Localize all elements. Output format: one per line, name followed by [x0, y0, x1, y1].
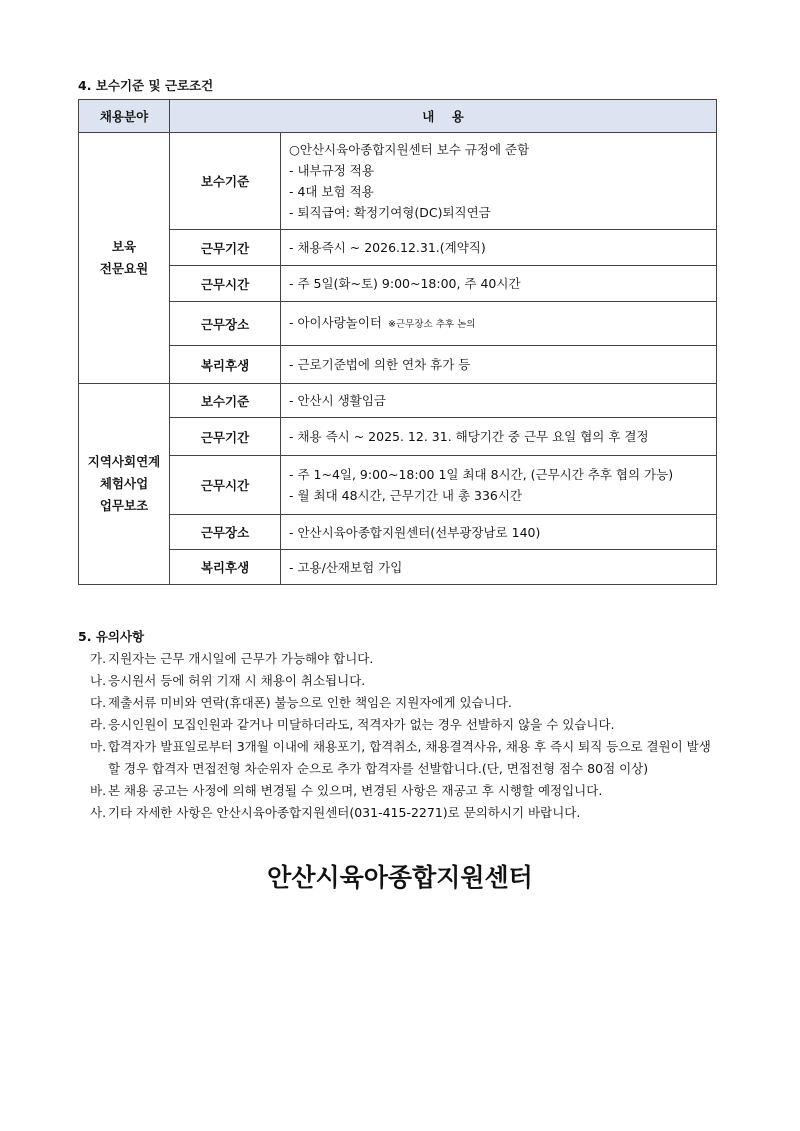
condition-content	[281, 515, 717, 550]
list-item	[90, 714, 720, 736]
content-line	[289, 485, 708, 506]
list-item	[90, 780, 720, 802]
list-item-marker: 마.	[90, 739, 107, 754]
condition-content	[281, 456, 717, 515]
table-row	[79, 456, 717, 515]
table-row	[79, 384, 717, 418]
table-row	[79, 346, 717, 384]
condition-label: 복리후생	[170, 346, 281, 384]
content-line-text: - 4대 보험 적용	[289, 184, 374, 199]
content-line	[289, 426, 708, 447]
section-5-title: 5. 유의사항	[78, 629, 145, 644]
table-row	[79, 302, 717, 346]
content-line-text: - 근로기준법에 의한 연차 휴가 등	[289, 357, 471, 372]
condition-label: 근무시간	[170, 456, 281, 515]
content-line-text: - 아이사랑놀이터	[289, 315, 383, 330]
list-item-text: 기타 자세한 사항은 안산시육아종합지원센터(031-415-2271)로 문의하시기 바랍니다.	[108, 805, 581, 820]
content-line-text: - 퇴직급여: 확정기여형(DC)퇴직연금	[289, 205, 491, 220]
list-item	[90, 692, 720, 714]
list-item-text: 제출서류 미비와 연락(휴대폰) 불능으로 인한 책임은 지원자에게 있습니다.	[108, 695, 512, 710]
notice-list	[90, 648, 720, 824]
list-item-text: 지원자는 근무 개시일에 근무가 가능해야 합니다.	[108, 651, 374, 666]
table-header-row	[79, 100, 717, 133]
condition-content	[281, 384, 717, 418]
table-row	[79, 266, 717, 302]
field-name-line: 업무보조	[99, 498, 149, 513]
list-item-marker: 나.	[90, 673, 107, 688]
condition-label: 근무시간	[170, 266, 281, 302]
content-line-text: - 내부규정 적용	[289, 163, 374, 178]
list-item-marker: 바.	[90, 783, 107, 798]
list-item-text: 응시원서 등에 허위 기재 시 채용이 취소됩니다.	[108, 673, 366, 688]
field-name-line: 보육	[111, 239, 137, 254]
content-line-text: - 고용/산재보험 가입	[289, 559, 403, 575]
content-line-text: - 주 1~4일, 9:00~18:00 1일 최대 8시간, (근무시간 추후 협의 가능)	[289, 467, 674, 482]
condition-label: 보수기준	[170, 384, 281, 418]
header-content: 내 용	[170, 100, 717, 133]
field-name-cell	[79, 384, 170, 585]
list-item-marker: 가.	[90, 651, 107, 666]
condition-content	[281, 550, 717, 585]
condition-label: 근무장소	[170, 515, 281, 550]
content-line	[289, 557, 708, 578]
content-line	[289, 139, 708, 160]
condition-label: 근무기간	[170, 418, 281, 456]
content-line-text: - 월 최대 48시간, 근무기간 내 총 336시간	[289, 488, 523, 503]
condition-content	[281, 133, 717, 230]
table-row	[79, 230, 717, 266]
condition-label: 복리후생	[170, 550, 281, 585]
condition-content	[281, 302, 717, 346]
field-name-line: 체험사업	[99, 476, 149, 491]
content-note: ※근무장소 추후 논의	[388, 319, 476, 330]
section-4-title: 4. 보수기준 및 근로조건	[78, 78, 214, 93]
content-line	[289, 522, 708, 543]
condition-label: 근무기간	[170, 230, 281, 266]
list-item-marker: 다.	[90, 695, 107, 710]
list-item-text: 본 채용 공고는 사정에 의해 변경될 수 있으며, 변경된 사항은 재공고 후 시행할 예정입니다.	[108, 783, 603, 798]
content-line	[289, 202, 708, 223]
content-line-text: - 안산시 생활임금	[289, 393, 386, 408]
content-line-text: - 주 5일(화~토) 9:00~18:00, 주 40시간	[289, 276, 521, 291]
content-line	[289, 237, 708, 258]
content-line	[289, 464, 708, 485]
content-line	[289, 354, 708, 375]
list-item	[90, 736, 720, 780]
list-item-text: 합격자가 발표일로부터 3개월 이내에 채용포기, 합격취소, 채용결격사유, 채용 후 즉시 퇴직 등으로 결원이 발생할 경우 합격자 면접전형 차순위자 순으로 추가 합격자를 선발합니다.(단, 면접전형 점수 80점 이상)	[108, 739, 711, 776]
condition-label: 보수기준	[170, 133, 281, 230]
content-line-text: - 채용즉시 ~ 2026.12.31.(계약직)	[289, 240, 486, 255]
table-row	[79, 550, 717, 585]
field-name-cell	[79, 133, 170, 384]
content-line	[289, 181, 708, 202]
field-name-line: 전문요원	[99, 261, 149, 276]
content-line	[289, 160, 708, 181]
table-row	[79, 515, 717, 550]
list-item-marker: 사.	[90, 805, 107, 820]
organization-name: 안산시육아종합지원센터	[267, 863, 533, 892]
content-line-text: - 안산시육아종합지원센터(선부광장남로 140)	[289, 524, 541, 540]
list-item	[90, 648, 720, 670]
content-line	[289, 390, 708, 411]
content-line-text: - 채용 즉시 ~ 2025. 12. 31. 해당기간 중 근무 요일 협의 후 결정	[289, 429, 649, 444]
header-field: 채용분야	[79, 100, 170, 133]
condition-content	[281, 266, 717, 302]
list-item-marker: 라.	[90, 717, 107, 732]
content-line	[289, 273, 708, 294]
content-line	[289, 312, 708, 335]
condition-content	[281, 418, 717, 456]
list-item	[90, 802, 720, 824]
list-item-text: 응시인원이 모집인원과 같거나 미달하더라도, 적격자가 없는 경우 선발하지 않을 수 있습니다.	[108, 717, 615, 732]
condition-content	[281, 230, 717, 266]
table-row	[79, 133, 717, 230]
content-line-text: ○안산시육아종합지원센터 보수 규정에 준함	[289, 142, 530, 157]
table-row	[79, 418, 717, 456]
table-body	[79, 133, 717, 585]
working-conditions-table	[78, 99, 717, 585]
list-item	[90, 670, 720, 692]
condition-content	[281, 346, 717, 384]
field-name-line: 지역사회연계	[87, 454, 161, 469]
condition-label: 근무장소	[170, 302, 281, 346]
